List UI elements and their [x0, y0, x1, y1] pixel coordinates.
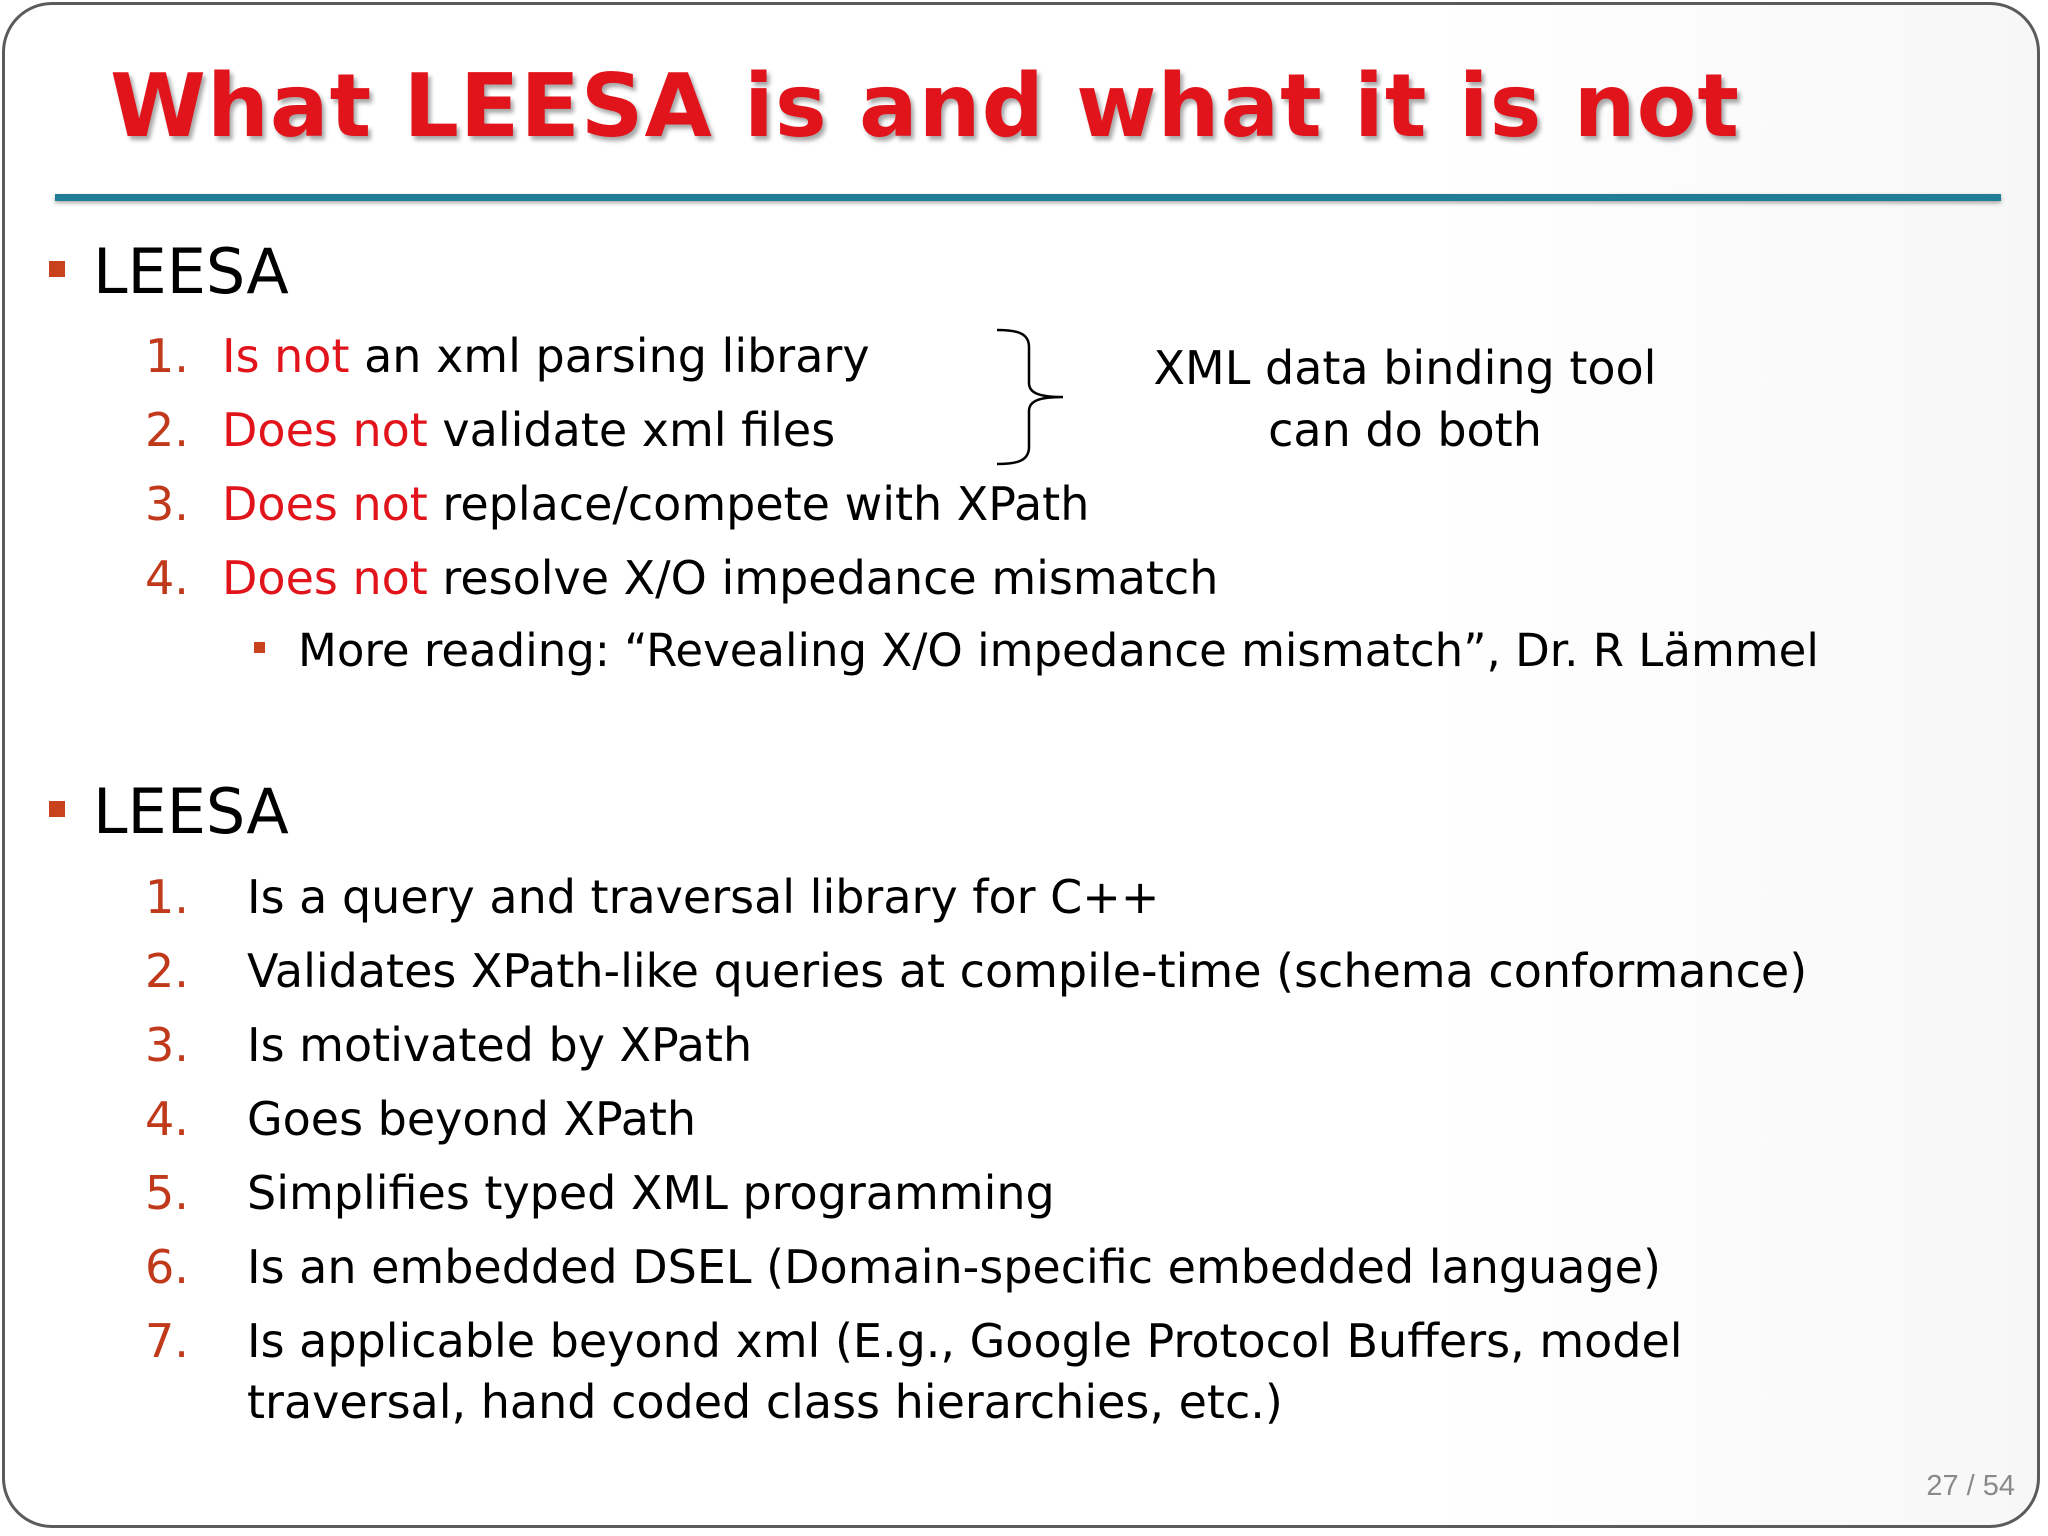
slide-title: What LEESA is and what it is not — [110, 55, 1740, 157]
slide-frame — [2, 2, 2040, 1528]
list-item: Is an embedded DSEL (Domain-specific embedded language) — [247, 1240, 1661, 1294]
list-number: 3. — [145, 477, 189, 531]
list-item — [222, 329, 870, 383]
sub-bullet-icon — [254, 642, 265, 653]
list-number: 7. — [145, 1314, 189, 1368]
list-item — [222, 477, 1090, 531]
section-heading-is: LEESA — [93, 775, 289, 848]
list-number: 4. — [145, 551, 189, 605]
list-number: 2. — [145, 403, 189, 457]
list-number: 4. — [145, 1092, 189, 1146]
list-number: 6. — [145, 1240, 189, 1294]
list-item — [222, 403, 836, 457]
item-text: validate xml files — [427, 403, 836, 457]
item-text: an xml parsing library — [349, 329, 870, 383]
list-item-continuation: traversal, hand coded class hierarchies, etc.) — [247, 1375, 1283, 1429]
list-item: Validates XPath-like queries at compile-time (schema conformance) — [247, 944, 1808, 998]
section-bullet-icon — [49, 261, 65, 277]
negation-text: Does not — [222, 477, 428, 531]
negation-text: Does not — [222, 403, 428, 457]
list-number: 1. — [145, 329, 189, 383]
binding-note — [1105, 337, 1705, 461]
section-bullet-icon — [49, 801, 65, 817]
curly-brace-icon — [995, 327, 1065, 467]
list-number: 1. — [145, 870, 189, 924]
binding-note-line1: XML data binding tool — [1153, 341, 1657, 395]
list-number: 3. — [145, 1018, 189, 1072]
list-item: Goes beyond XPath — [247, 1092, 697, 1146]
page-number: 27 / 54 — [1926, 1470, 2015, 1502]
negation-text: Does not — [222, 551, 428, 605]
list-item: Is motivated by XPath — [247, 1018, 753, 1072]
list-number: 5. — [145, 1166, 189, 1220]
item-text: replace/compete with XPath — [427, 477, 1090, 531]
item-text: resolve X/O impedance mismatch — [427, 551, 1219, 605]
list-number: 2. — [145, 944, 189, 998]
negation-text: Is not — [222, 329, 350, 383]
sub-list-item: More reading: “Revealing X/O impedance mismatch”, Dr. R Lämmel — [298, 624, 1819, 677]
section-heading-not: LEESA — [93, 235, 289, 308]
list-item — [222, 551, 1219, 605]
list-item: Is a query and traversal library for C++ — [247, 870, 1160, 924]
title-divider — [55, 194, 2001, 201]
list-item: Simplifies typed XML programming — [247, 1166, 1055, 1220]
binding-note-line2: can do both — [1268, 403, 1542, 457]
list-item: Is applicable beyond xml (E.g., Google Protocol Buffers, model — [247, 1314, 1683, 1368]
